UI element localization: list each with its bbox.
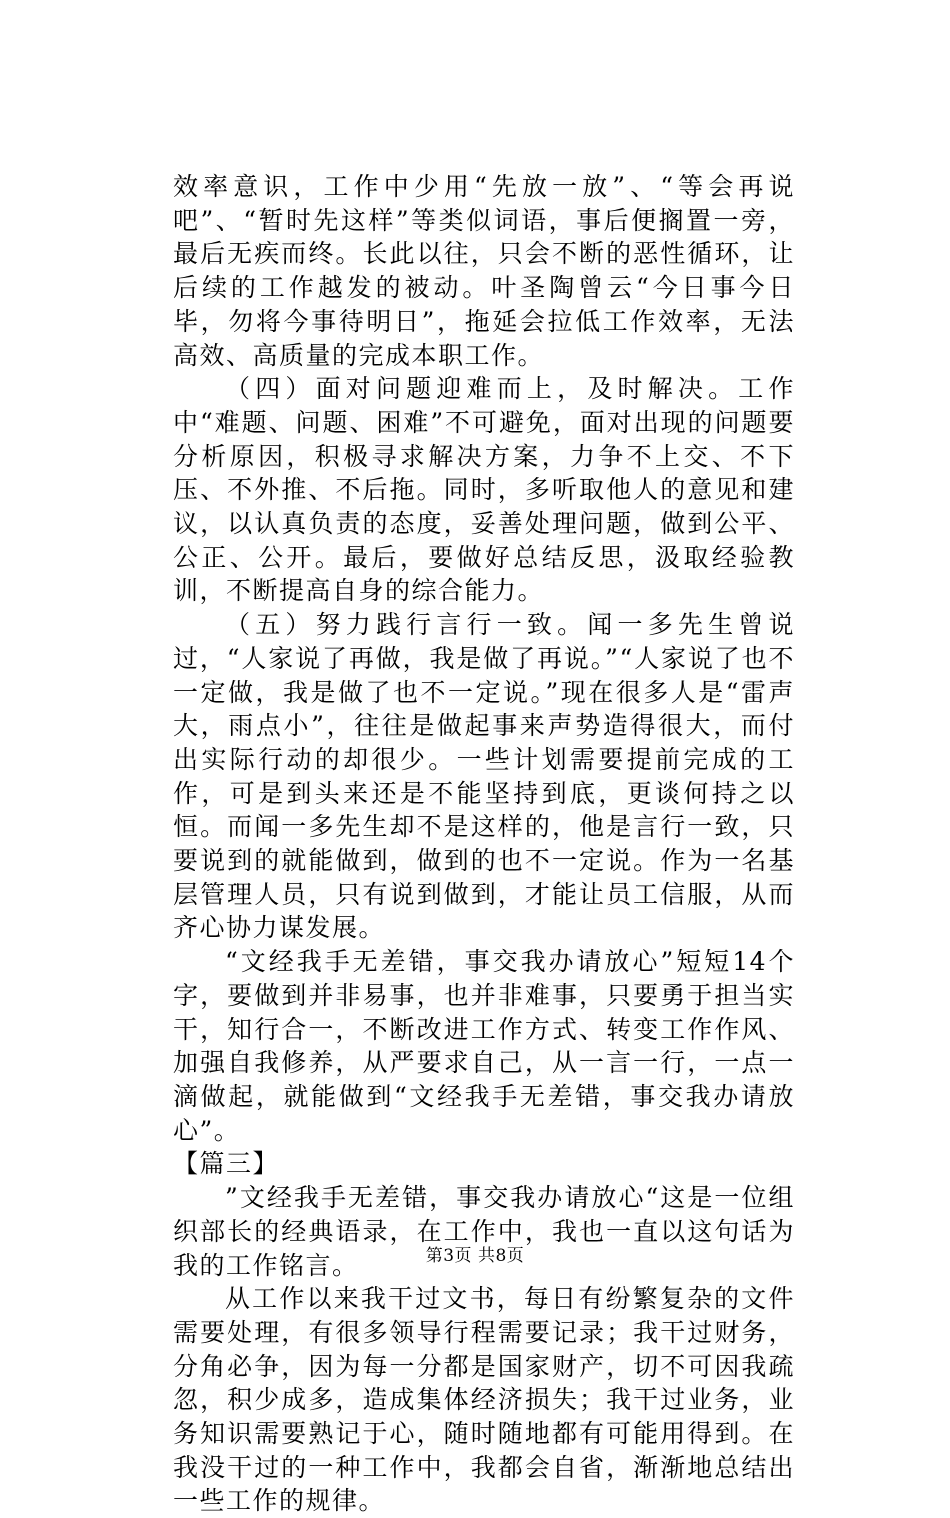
paragraph-section-four: （四）面对问题迎难而上，及时解决。工作中“难题、问题、困难”不可避免，面对出现的问题要分析原因，积极寻求解决方案，力争不上交、不下压、不外推、不后拖。同时，多听取他人的意见和建议，以认真负责的态度，妥善处理问题，做到公平、公正、公开。最后，要做好总结反思，汲取经验教训，不断提高自身的综合能力。	[173, 374, 795, 606]
paragraph-efficiency: 效率意识，工作中少用“先放一放”、“等会再说吧”、“暂时先这样”等类似词语，事后便搁置一旁，最后无疾而终。长此以往，只会不断的恶性循环，让后续的工作越发的被动。叶圣陶曾云“今日事今日毕，勿将今事待明日”，拖延会拉低工作效率，无法高效、高质量的完成本职工作。	[173, 172, 795, 370]
paragraph-motto: ”文经我手无差错，事交我办请放心“这是一位组织部长的经典语录，在工作中，我也一直以这句话为我的工作铭言。	[173, 1183, 795, 1280]
page-number: 第3页 共8页	[425, 1246, 525, 1266]
section-heading: 【篇三】	[173, 1149, 280, 1179]
paragraph-experience: 从工作以来我干过文书，每日有纷繁复杂的文件需要处理，有很多领导行程需要记录；我干过财务，分角必争，因为每一分都是国家财产，切不可因我疏忽，积少成多，造成集体经济损失；我干过业务，业务知识需要熟记于心，随时随地都有可能用得到。在我没干过的一种工作中，我都会自省，渐渐地总结出一些工作的规律。	[173, 1284, 795, 1516]
page-footer	[0, 1245, 950, 1267]
paragraph-section-five: （五）努力践行言行一致。闻一多先生曾说过，“人家说了再做，我是做了再说。”“人家说了也不一定做，我是做了也不一定说。”现在很多人是“雷声大，雨点小”，往往是做起事来声势造得很大，而付出实际行动的却很少。一些计划需要提前完成的工作，可是到头来还是不能坚持到底，更谈何持之以恒。而闻一多先生却不是这样的，他是言行一致，只要说到的就能做到，做到的也不一定说。作为一名基层管理人员，只有说到做到，才能让员工信服，从而齐心协力谋发展。	[173, 610, 795, 943]
paragraph-conclusion: “文经我手无差错，事交我办请放心”短短14个字，要做到并非易事，也并非难事，只要勇于担当实干，知行合一，不断改进工作方式、转变工作作风、加强自我修养，从严要求自己，从一言一行，一点一滴做起，就能做到“文经我手无差错，事交我办请放心”。	[173, 947, 795, 1145]
document-body	[173, 170, 795, 1518]
